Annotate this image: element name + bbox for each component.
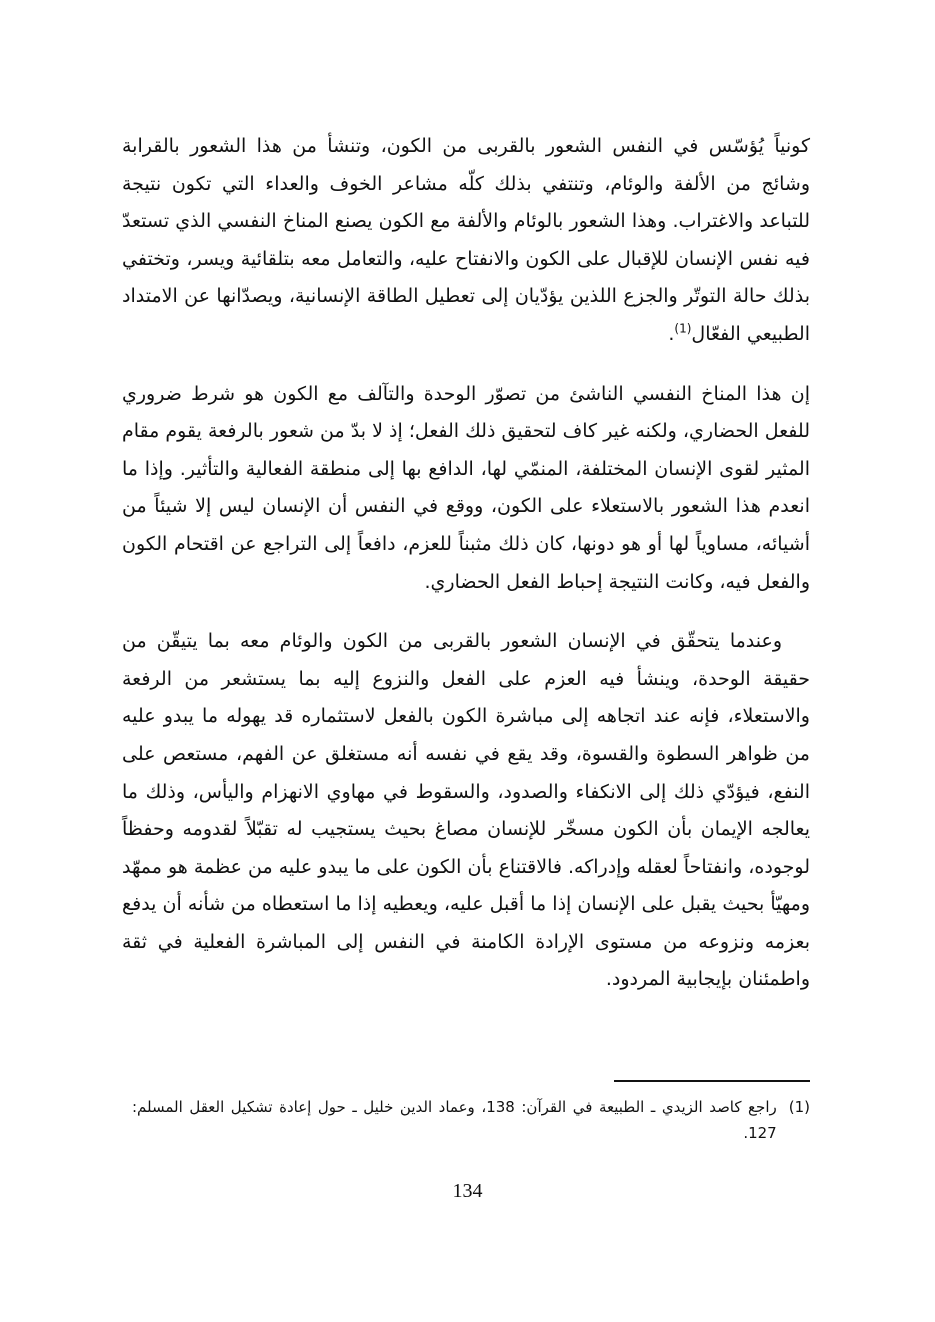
paragraph-3 bbox=[122, 623, 810, 999]
footnote-divider bbox=[614, 1080, 810, 1082]
footnote-1 bbox=[132, 1094, 810, 1146]
page-number: 134 bbox=[452, 1180, 483, 1202]
footnote-text: راجع كاصد الزيدي ـ الطبيعة في القرآن: 138، وعماد الدين خليل ـ حول إعادة تشكيل العقل المسلم: 127. bbox=[132, 1098, 777, 1142]
paragraph-2 bbox=[122, 376, 810, 602]
paragraph-2-text: إن هذا المناخ النفسي الناشئ من تصوّر الوحدة والتآلف مع الكون هو شرط ضروري للفعل الحضاري، ولكنه غير كاف لتحقيق ذلك الفعل؛ إذ لا بدّ من شعور بالرفعة يقوم مقام المثير لقوى الإنسان المختلفة، المنمّي لها، الدافع بها إلى منطقة الفعالية والتأثير. وإذا ما انعدم هذا الشعور بالاستعلاء على الكون، ووقع في النفس أن الإنسان ليس إلا شيئاً من أشيائه، مساوياً لها أو هو دونها، كان ذلك مثبناً للعزم، دافعاً إلى التراجع عن اقتحام الكون والفعل فيه، وكانت النتيجة إحباط الفعل الحضاري. bbox=[122, 382, 810, 593]
body-text bbox=[122, 128, 810, 1021]
paragraph-1-end: . bbox=[668, 322, 675, 345]
footnote-reference[interactable]: (1) bbox=[674, 321, 692, 336]
paragraph-1 bbox=[122, 128, 810, 354]
footnotes bbox=[132, 1094, 810, 1146]
footnote-number: (1) bbox=[788, 1098, 810, 1116]
paragraph-3-text: وعندما يتحقّق في الإنسان الشعور بالقربى من الكون والوئام معه بما يتيقّن من حقيقة الوحدة، وينشأ فيه العزم على الفعل والنزوع إليه بما يستشعر من الرفعة والاستعلاء، فإنه عند اتجاهه إلى مباشرة الكون بالفعل لاستثماره قد يهوله ما يبدو عليه من ظواهر السطوة والقسوة، وقد يقع في نفسه أنه مستغلق عن الفهم، مستعص على النفع، فيؤدّي ذلك إلى الانكفاء والصدود، والسقوط في مهاوي الانهزام واليأس، وذلك ما يعالجه الإيمان بأن الكون مسخّر للإنسان مصاغ بحيث يستجيب له تقبّلاً لقدومه وحفظاً لوجوده، وانفتاحاً لعقله وإدراكه. فالاقتناع بأن الكون على ما يبدو عليه من عظمة هو ممهّد ومهيّأ بحيث يقبل على الإنسان إذا ما أقبل عليه، ويعطيه إذا ما استعطاه من شأنه أن يدفع بعزمه ونزوعه من مستوى الإرادة الكامنة في النفس إلى المباشرة الفعلية في ثقة واطمئنان بإيجابية المردود. bbox=[122, 630, 810, 991]
paragraph-1-text: كونياً يُؤسّس في النفس الشعور بالقربى من الكون، وتنشأ من هذا الشعور بالقرابة وشائج من الألفة والوئام، وتنتفي بذلك كلّه مشاعر الخوف والعداء التي تكون نتيجة للتباعد والاغتراب. وهذا الشعور بالوئام والألفة مع الكون يصنع المناخ النفسي الذي تستعدّ فيه نفس الإنسان للإقبال على الكون والانفتاح عليه، والتعامل معه بتلقائية ويسر، وتختفي بذلك حالة التوتّر والجزع اللذين يؤدّيان إلى تعطيل الطاقة الإنسانية، ويصدّانها عن الامتداد الطبيعي الفعّال bbox=[122, 135, 810, 345]
